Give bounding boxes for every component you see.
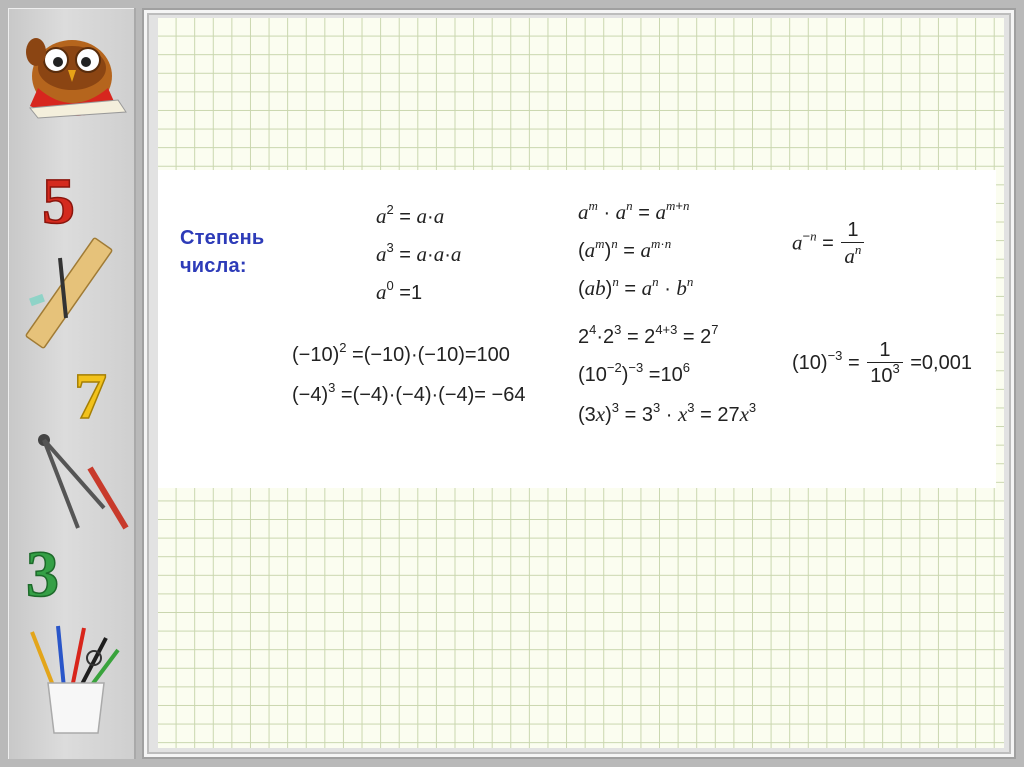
example-neg-ten-squared: $(-10)^2 =(-10)\cdot(-10)=100$: [292, 340, 510, 366]
rule-power-of-power: $(a^m)^n = a^{m\cdot n}$: [578, 236, 672, 262]
slide-title: Степень числа:: [180, 227, 265, 277]
ruler-pencil-icon: [26, 238, 113, 349]
example-3x-cubed: $(3x)^3 = 3^3 \cdot x^3 = 27x^3$: [578, 400, 757, 426]
formula-cube: $a^3 = a\cdot a\cdot a$: [376, 240, 462, 266]
digit-5: 5: [42, 165, 75, 238]
owl-icon: [26, 38, 126, 118]
rule-negative-exponent: $a^{-n}$ = $\frac{1}{a^n}$: [792, 218, 866, 270]
digit-7: 7: [74, 360, 107, 433]
example-powers-of-two: $2^4\cdot 2^3 = 2^{4+3} = 2^7$: [578, 322, 719, 348]
rule-power-of-product: $(ab)^n = a^n \cdot b^n$: [578, 274, 694, 300]
digit-3: 3: [26, 538, 59, 611]
sidebar-illustrations: [8, 8, 136, 759]
rule-multiplication: $a^m \cdot a^n = a^{m+n}$: [578, 198, 690, 224]
compass-icon: [38, 434, 126, 528]
example-neg-four-cubed: $(-4)^3 =(-4)\cdot(-4)\cdot(-4)= -64$: [292, 380, 526, 406]
formula-square: $a^2 = a\cdot a$: [376, 202, 445, 228]
content-panel: [158, 170, 996, 488]
decorative-sidebar: [8, 8, 136, 759]
pencil-cup-icon: [32, 626, 118, 733]
example-ten-power: $(10^{-2})^{-3} =10^6$: [578, 360, 690, 386]
formula-zero: $a^0 =1$: [376, 278, 423, 304]
example-ten-neg-three: $(10)^{-3}$ = $\frac{1}{10^3}$ =0,001: [792, 339, 972, 387]
